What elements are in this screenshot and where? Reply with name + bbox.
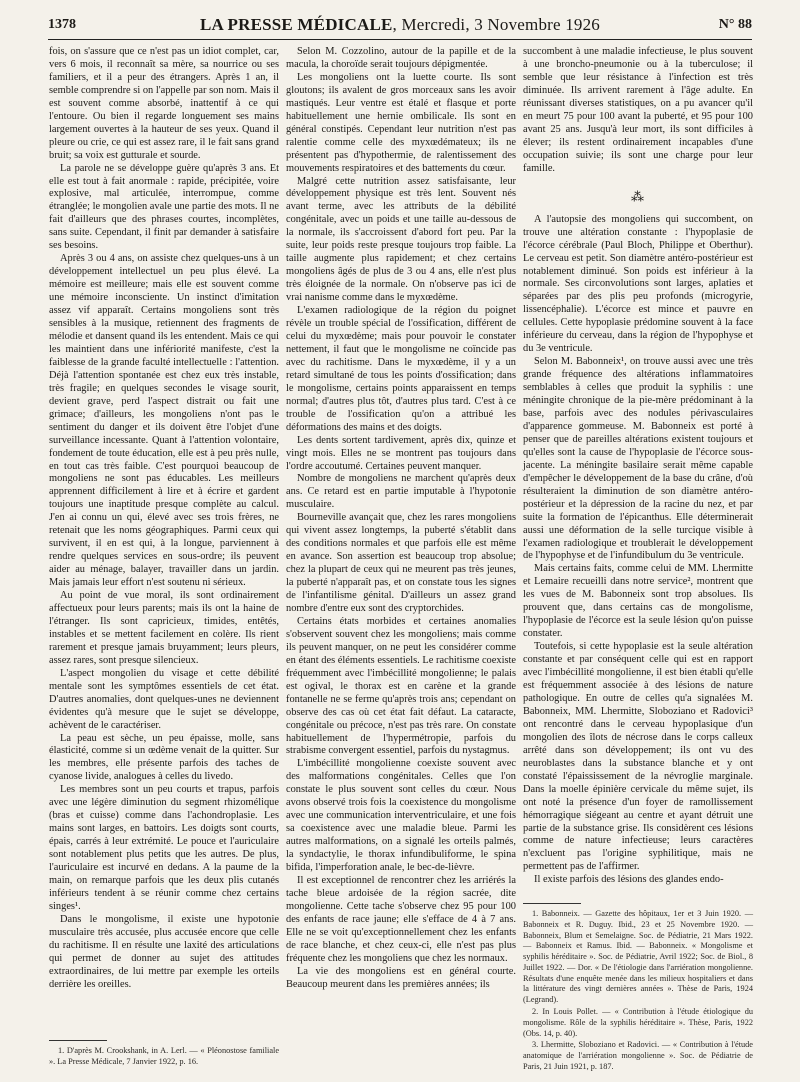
paragraph: Nombre de mongoliens ne marchent qu'après deux ans. Ce retard est en partie imputable à l'hypotonie musculaire. — [286, 473, 516, 511]
paragraph: L'imbécillité mongolienne coexiste souvent avec des malformations congénitales. Celles que l'on constate le plus souvent sont celles du cœur. Nous avons observé trois fois la coexistence du mongolisme avec une communication interventriculaire, et une fois sa coexistence avec une maladie bleue. Parmi les autres malformations, on a signalé les orteils palmés, la syndactylie, le thorax infundibuliforme, le spina bifida, l'imperforation anale, le bec-de-lièvre. — [286, 758, 516, 874]
running-title — [48, 15, 752, 35]
paragraph: Les dents sortent tardivement, après dix, quinze et vingt mois. Elles ne se montrent pas toujours dans l'ordre accoutumé. Certaines peuvent manquer. — [286, 434, 516, 472]
column-left — [49, 46, 279, 992]
paragraph: Malgré cette nutrition assez satisfaisante, leur développement physique est très lent. Souvent nés avant terme, avec les attributs de la débilité congénitale, avec un poids et une taille au-dessous de la normale, ils s'accroissent d'abord fort peu. Par la suite, leur poids reste presque toujours trop faible. La taille augmente plus rapidement; et chez certains mongoliens âgés de plus de 3 ou 4 ans, elle n'est plus très éloignée de la normale. On n'observe pas ici de vrai nanisme comme dans le myxœdème. — [286, 175, 516, 304]
paragraph: Selon M. Cozzolino, autour de la papille et de la macula, la choroïde serait toujours dépigmentée. — [286, 46, 516, 70]
paragraph: Toutefois, si cette hypoplasie est la seule altération constante et par conséquent celle qui est en rapport avec l'imbécillité mongolienne, il est bien établi qu'elle est fréquemment associée à des lésions de nature pathologique. En outre de celles qu'a signalées M. Babonneix, MM. Lhermitte, Sloboziano et Radovici³ ont rencontré dans le cerveau hypoplasique d'un mongolien des îlots de nécrose dans le corps calleux arrêté dans son développement; ils ont vu des neuroblastes dans la substance blanche et y ont constaté l'épaississement de la névroglie marginale. Dans la moelle épinière cervicale du même sujet, ils ont noté la présence d'un foyer de ramollissement hémorragique siégeant au centre et ayant détruit une partie de la substance grise. Ils considèrent ces lésions comme de nature infectieuse; leurs caractères n'excluent pas l'origine syphilitique, mais ne permettent pas de l'affirmer. — [523, 641, 753, 873]
paragraph: fois, on s'assure que ce n'est pas un idiot complet, car, vers 6 mois, il reconnaît sa mère, sa nourrice ou ses familiers, et il a peur des étrangers. Après 1 an, il semble comprendre si on l'appelle par son nom. Mais il est souvent comme absorbé, inattentif à ce qui l'entoure. Ou bien il regarde longuement ses mains largement ouvertes à la hauteur de ses yeux. Quand il pleure ou crie, ce qui est assez rare, il le fait sans grand bruit; sa voix est gutturale et sourde. — [49, 46, 279, 161]
column-middle — [286, 46, 516, 992]
footnote: 2. In Louis Pollet. — « Contribution à l'étude étiologique du mongolisme. Rôle de la syphilis héréditaire ». Thèse, Paris, 1922 (Obs. 14, p. 40). — [523, 1007, 753, 1038]
paragraph: Il existe parfois des lésions des glandes endo- — [534, 874, 724, 886]
paragraph: Selon M. Babonneix¹, on trouve aussi avec une très grande fréquence des altérations inflammatoires semblables à celles que produit la syphilis : une méningite chronique de la pie-mère prédominant à la base, parfois avec des nodules périvasculaires d'apparence gommeuse. M. Babonneix est porté à penser que de pareilles altérations existent toujours et qu'elles sont la cause de l'hypoplasie de l'écorce sous-jacente. La méningite basilaire serait même capable d'empêcher le développement de la base du crâne, d'où résulteraient la diminution de son diamètre antéro-postérieur et la dépression de la racine du nez, et par suite la formation de l'épicanthus. Elle déterminerait aussi une déformation de la selle turcique visible à l'examen radiologique et troublerait le développement de l'hypophyse et de l'infundibulum du 3e ventricule. — [523, 356, 753, 562]
paragraph: Les membres sont un peu courts et trapus, parfois avec une légère diminution du segment rhizomélique (bras et cuisse) comme dans l'achondroplasie. Les mains sont larges, en battoirs. Les doigts sont courts, épais, carrés à leur extrémité. Le pouce et l'auriculaire sont notablement plus petits que les autres. De plus, l'auriculaire est incurvé en dedans. A la paume de la main, on remarque parfois que les deux plis cutanés inférieurs tendent à se réunir comme chez certains singes¹. — [49, 784, 279, 912]
footnotes-left — [49, 1040, 279, 1069]
journal-name: LA PRESSE MÉDICALE — [200, 15, 393, 34]
paragraph: Les mongoliens ont la luette courte. Ils sont gloutons; ils avalent de gros morceaux sans les avoir mastiqués. Leur ventre est étalé et flasque et porte habituellement une hernie ombilicale. Ils sont en général constipés. Cependant leur nutrition n'est pas ralentie comme celle des myxœdémateux; ils ne présentent pas d'hypothermie, de ralentissement des mouvements respiratoires et des battements du cœur. — [286, 71, 516, 174]
footnote-rule — [49, 1040, 107, 1041]
page-header — [48, 12, 752, 38]
section-separator: ⁂ — [631, 188, 645, 204]
page-number: 1378 — [48, 17, 76, 32]
header-rule — [48, 39, 752, 40]
paragraph: succombent à une maladie infectieuse, le plus souvent à une broncho-pneumonie ou à la tuberculose; il semble que leur résistance à l'infection est très diminuée. Ils arrivent rarement à l'âge adulte. En réunissant diverses statistiques, on a pu avancer qu'il en meurt 75 pour 100 avant la puberté, et 95 pour 100 avant 25 ans. Jusqu'à leur mort, ils sont difficiles à élever; ils restent ordinairement incapables d'une occupation suivie; ils sont une charge pour leur famille. — [523, 46, 753, 174]
paragraph: Il est exceptionnel de rencontrer chez les arriérés la tache bleue ardoisée de la région sacrée, dite mongolienne. Cette tache s'observe chez 95 pour 100 des enfants de race jaune; elle s'efface de 4 à 7 ans. Elle ne se voit qu'exceptionnellement chez les enfants de race blanche, et chez ceux-ci, elle n'est pas plus fréquente chez les mongoliens que chez les normaux. — [286, 875, 516, 964]
paragraph: L'examen radiologique de la région du poignet révèle un trouble spécial de l'ossification, différent de celui du myxœdème; mais pour pouvoir le constater nettement, il faut que le mongolisme ne coïncide pas avec du rachitisme. Dans le myxœdème, il y a un retard simultané de tous les points d'ossification; dans le mongolisme, certains points apparaissent en temps normal; d'autres plus tôt, d'autres plus tard. C'est à ce trouble de l'ossification qu'on a attribué les déformations des mains et des doigts. — [286, 305, 516, 433]
paragraph: Après 3 ou 4 ans, on assiste chez quelques-uns à un développement intellectuel un peu plus élevé. La mémoire est meilleure; mais elle est souvent comme une mémoire inconsciente. Un instinct d'imitation assez vif apparaît. Certains mongoliens sont très sensibles à la musique, retiennent des fragments de mélodie et dansent quand ils les entendent. Mais ce qui les maintient dans une infériorité manifeste, c'est la faiblesse de la grande faculté intellectuelle : l'attention. Déjà l'attention spontanée est chez eux très instable, très fragile; en quelques secondes le visage sourit, devient grave, perd l'aspect distrait ou fait une grimace; d'ailleurs, les mongoliens n'ont pas le sentiment du danger et ils doivent être l'objet d'une surveillance incessante. Quant à l'attention volontaire, fondement de toute éducation, elle est à peu près nulle, en tout cas très faible. C'est pourquoi beaucoup de mongoliens ne sont pas éducables. Les meilleurs apprennent difficilement à lire et à écrire et gardent toujours une inaptitude presque complète au calcul. J'en ai connu un qui, élevé avec ses trois frères, ne retenait que les noms géographiques. Parmi ceux qui survivent, il en est qui, à la longue, parviennent à rendre quelques services en sous-ordre; ils peuvent aider au ménage, balayer, travailler dans un jardin. Mais jamais leur effort n'est soutenu ni sérieux. — [49, 253, 279, 589]
paragraph: Mais certains faits, comme celui de MM. Lhermitte et Lemaire recueilli dans notre service², montrent que les vues de M. Babonneix sont trop absolues. Ils prouvent que, dans certains cas de mongolisme, l'hypoplasie de l'écorce est la seule lésion qu'on puisse constater. — [523, 563, 753, 640]
paragraph: Certains états morbides et certaines anomalies s'observent souvent chez les mongoliens; mais comme ils peuvent manquer, on ne peut les considérer comme en étant des éléments essentiels. Le rachitisme coexiste fréquemment avec l'imbécillité mongolienne; le palais est ogival, le thorax est en carène et la grande fontanelle ne se ferme qu'après trois ans; cependant on observe des cas où cet état fait défaut. La cataracte, congénitale ou précoce, n'est pas très rare. On constate habituellement de l'hypermétropie, parfois du strabisme convergent essentiel, parfois du nystagmus. — [286, 615, 516, 757]
footnote-rule — [523, 903, 581, 904]
paragraph: L'aspect mongolien du visage et cette débilité mentale sont les symptômes essentiels de cet état. D'autres anomalies, dont quelques-unes ne deviennent évidentes qu'à mesure que le sujet se développe, achèvent de le caractériser. — [49, 667, 279, 731]
issue-number: N° 88 — [718, 17, 752, 32]
footnote: 3. Lhermitte, Sloboziano et Radovici. — « Contribution à l'étude anatomique de l'arriération mongolienne ». Soc. de Pédiatrie de Paris, 21 Juin 1921, p. 187. — [523, 1040, 753, 1071]
issue-date: , Mercredi, 3 Novembre 1926 — [392, 15, 600, 34]
footnote: 1. D'après M. Crookshank, in A. Lerl. — « Pléonostose familiale ». La Presse Médicale, 7 Janvier 1922, p. 16. — [49, 1046, 279, 1066]
paragraph: La parole ne se développe guère qu'après 3 ans. Et elle est tout à fait anormale : rapide, précipitée, voire explosive, mal articulée, interrompue, comme étranglée; le mongolien avale une partie des mots. Il ne fait d'ailleurs que des phrases courtes, incomplètes, sans suite. Cependant, il finit par demander à satisfaire ses besoins. — [49, 162, 279, 252]
paragraph: Bourneville avançait que, chez les rares mongoliens qui vivent assez longtemps, la puberté s'établit dans des conditions normales et que parfois elle est même en avance. Son assertion est beaucoup trop absolue; chez la plupart de ceux qui ne meurent pas très jeunes, la puberté n'apparaît pas, et on constate tous les signes de l'infantilisme génital. D'ailleurs un assez grand nombre d'entre eux sont des cryptorchides. — [286, 512, 516, 614]
paragraph: A l'autopsie des mongoliens qui succombent, on trouve une altération constante : l'hypoplasie de l'écorce cérébrale (Paul Bloch, Philippe et Oberthur). Le cerveau est petit. Son diamètre antéro-postérieur est notablement diminué. Son poids est inférieur à la normale. Ses circonvolutions sont larges, aplaties et séparées par des plis peu profonds (microgyrie, lissencéphalie). L'écorce est mince et pauvre en cellules. Cette hypoplasie prédomine souvent à la face inférieure du cerveau, dans la région de l'hypophyse et du 3e ventricule. — [523, 213, 753, 355]
paragraph: Dans le mongolisme, il existe une hypotonie musculaire très accusée, plus accusée encore que celle du rachitisme. Il en résulte une laxité des articulations qui permet de donner au sujet des attitudes extraordinaires, de lui mettre par exemple les orteils derrière les oreilles. — [49, 913, 279, 990]
footnotes-right — [523, 903, 753, 1074]
column-right — [523, 46, 753, 887]
footnote: 1. Babonneix. — Gazette des hôpitaux, 1er et 3 Juin 1920. — Babonneix et R. Duguy. Ibid., 23 et 25 Novembre 1920. — Babonneix, Blum et Semelaigne. Soc. de Pédiatrie, 21 Mars 1922. — Babonneix et Ramus. Ibid. — Babonneix. « Mongolisme et syphilis héréditaire ». Soc. de Pédiatrie, Avril 1922; Soc. de Biol., 8 Juillet 1922. — Dor. « De l'étiologie dans l'arriération mongolienne. Résultats d'une enquête menée dans les milieux hospitaliers et dans la littérature des vingt dernières années ». Thèse de Paris, 1924 (Legrand). — [523, 909, 753, 1005]
paragraph: Au point de vue moral, ils sont ordinairement affectueux pour leurs parents; mais ils ont la haine de l'étranger. Ils sont capricieux, timides, entêtés, instables et se mettent facilement en colère. Ils rient rarement et presque jamais bruyamment; leurs pleurs, assez rares, sont presque silencieux. — [49, 590, 279, 666]
paragraph: La peau est sèche, un peu épaisse, molle, sans élasticité, comme si un œdème venait de la quitter. Sur les membres, elle présente parfois des taches de cyanose livide, analogues à celles du livedo. — [49, 732, 279, 783]
paragraph: La vie des mongoliens est en général courte. Beaucoup meurent dans les premières années; ils — [286, 965, 516, 990]
